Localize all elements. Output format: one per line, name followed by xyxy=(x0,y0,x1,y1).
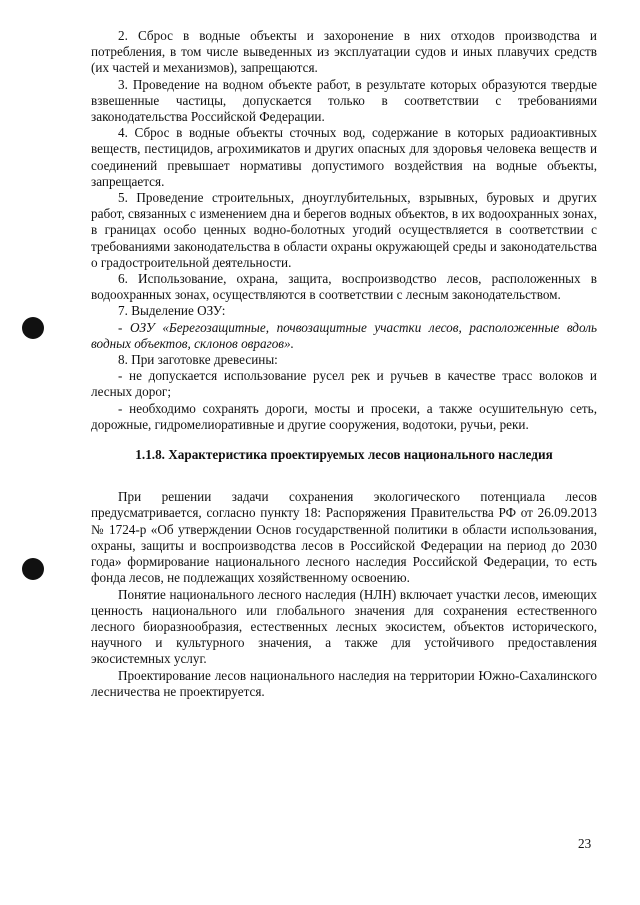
paragraph-3: 3. Проведение на водном объекте работ, в результате которых образуются твердые взвешенные частицы, допускается только в соответствии с требованиями законодательства Российской Федерации. xyxy=(91,76,597,125)
paragraph-2: 2. Сброс в водные объекты и захоронение в них отходов производства и потребления, в том числе выведенных из эксплуатации судов и иных плавучих средств (их частей и механизмов), запрещаются. xyxy=(91,28,597,76)
binder-hole-top xyxy=(22,317,44,339)
section-paragraph-1: При решении задачи сохранения экологического потенциала лесов предусматривается, согласно пункту 18: Распоряжения Правительства РФ от 26.09.2013 № 1724-р «Об утверждении Основ государственной политики в области использования, охраны, защиты и воспроизводства лесов в Российской Федерации на период до 2030 года» формирование национального лесного наследия Российской Федерации, то есть фонда лесов, не подлежащих хозяйственному освоению. xyxy=(91,489,597,586)
paragraph-8-item-1: - не допускается использование русел рек и ручьев в качестве трасс волоков и лесных дорог; xyxy=(91,368,597,400)
document-page xyxy=(91,28,597,700)
section-paragraph-2: Понятие национального лесного наследия (НЛН) включает участки лесов, имеющих ценность национального или глобального значения для сохранения естественного лесного биоразнообразия, естественных лесных экосистем, объектов исторического, научного и культурного значения, а также для устойчивого предоставления экосистемных услуг. xyxy=(91,586,597,667)
paragraph-7-item: - ОЗУ «Берегозащитные, почвозащитные участки лесов, расположенные вдоль водных объектов, склонов оврагов». xyxy=(91,319,597,351)
paragraph-7: 7. Выделение ОЗУ: xyxy=(118,303,226,319)
page-number: 23 xyxy=(578,836,592,851)
paragraph-5: 5. Проведение строительных, дноуглубительных, взрывных, буровых и других работ, связанных с изменением дна и берегов водных объектов, в их водоохранных зонах, в границах особо ценных водно-болотных угодий осуществляется в соответствии с требованиями законодательства в области охраны окружающей среды и законодательства о градостроительной деятельности. xyxy=(91,190,597,270)
paragraph-8: 8. При заготовке древесины: xyxy=(118,352,278,368)
section-heading: 1.1.8. Характеристика проектируемых лесов национального наследия xyxy=(135,447,553,463)
binder-hole-bottom xyxy=(22,558,44,580)
paragraph-8-item-2: - необходимо сохранять дороги, мосты и просеки, а также осушительную сеть, дорожные, гидромелиоративные и другие сооружения, водотоки, ручьи, реки. xyxy=(91,400,597,432)
paragraph-6: 6. Использование, охрана, защита, воспроизводство лесов, расположенных в водоохранных зонах, осуществляются в соответствии с лесным законодательством. xyxy=(91,271,597,303)
paragraph-4: 4. Сброс в водные объекты сточных вод, содержание в которых радиоактивных веществ, пестицидов, агрохимикатов и других опасных для здоровья человека веществ и соединений превышает нормативы допустимого воздействия на водные объекты, запрещается. xyxy=(91,125,597,189)
section-paragraph-3: Проектирование лесов национального наследия на территории Южно-Сахалинского лесничества не проектируется. xyxy=(91,667,597,699)
